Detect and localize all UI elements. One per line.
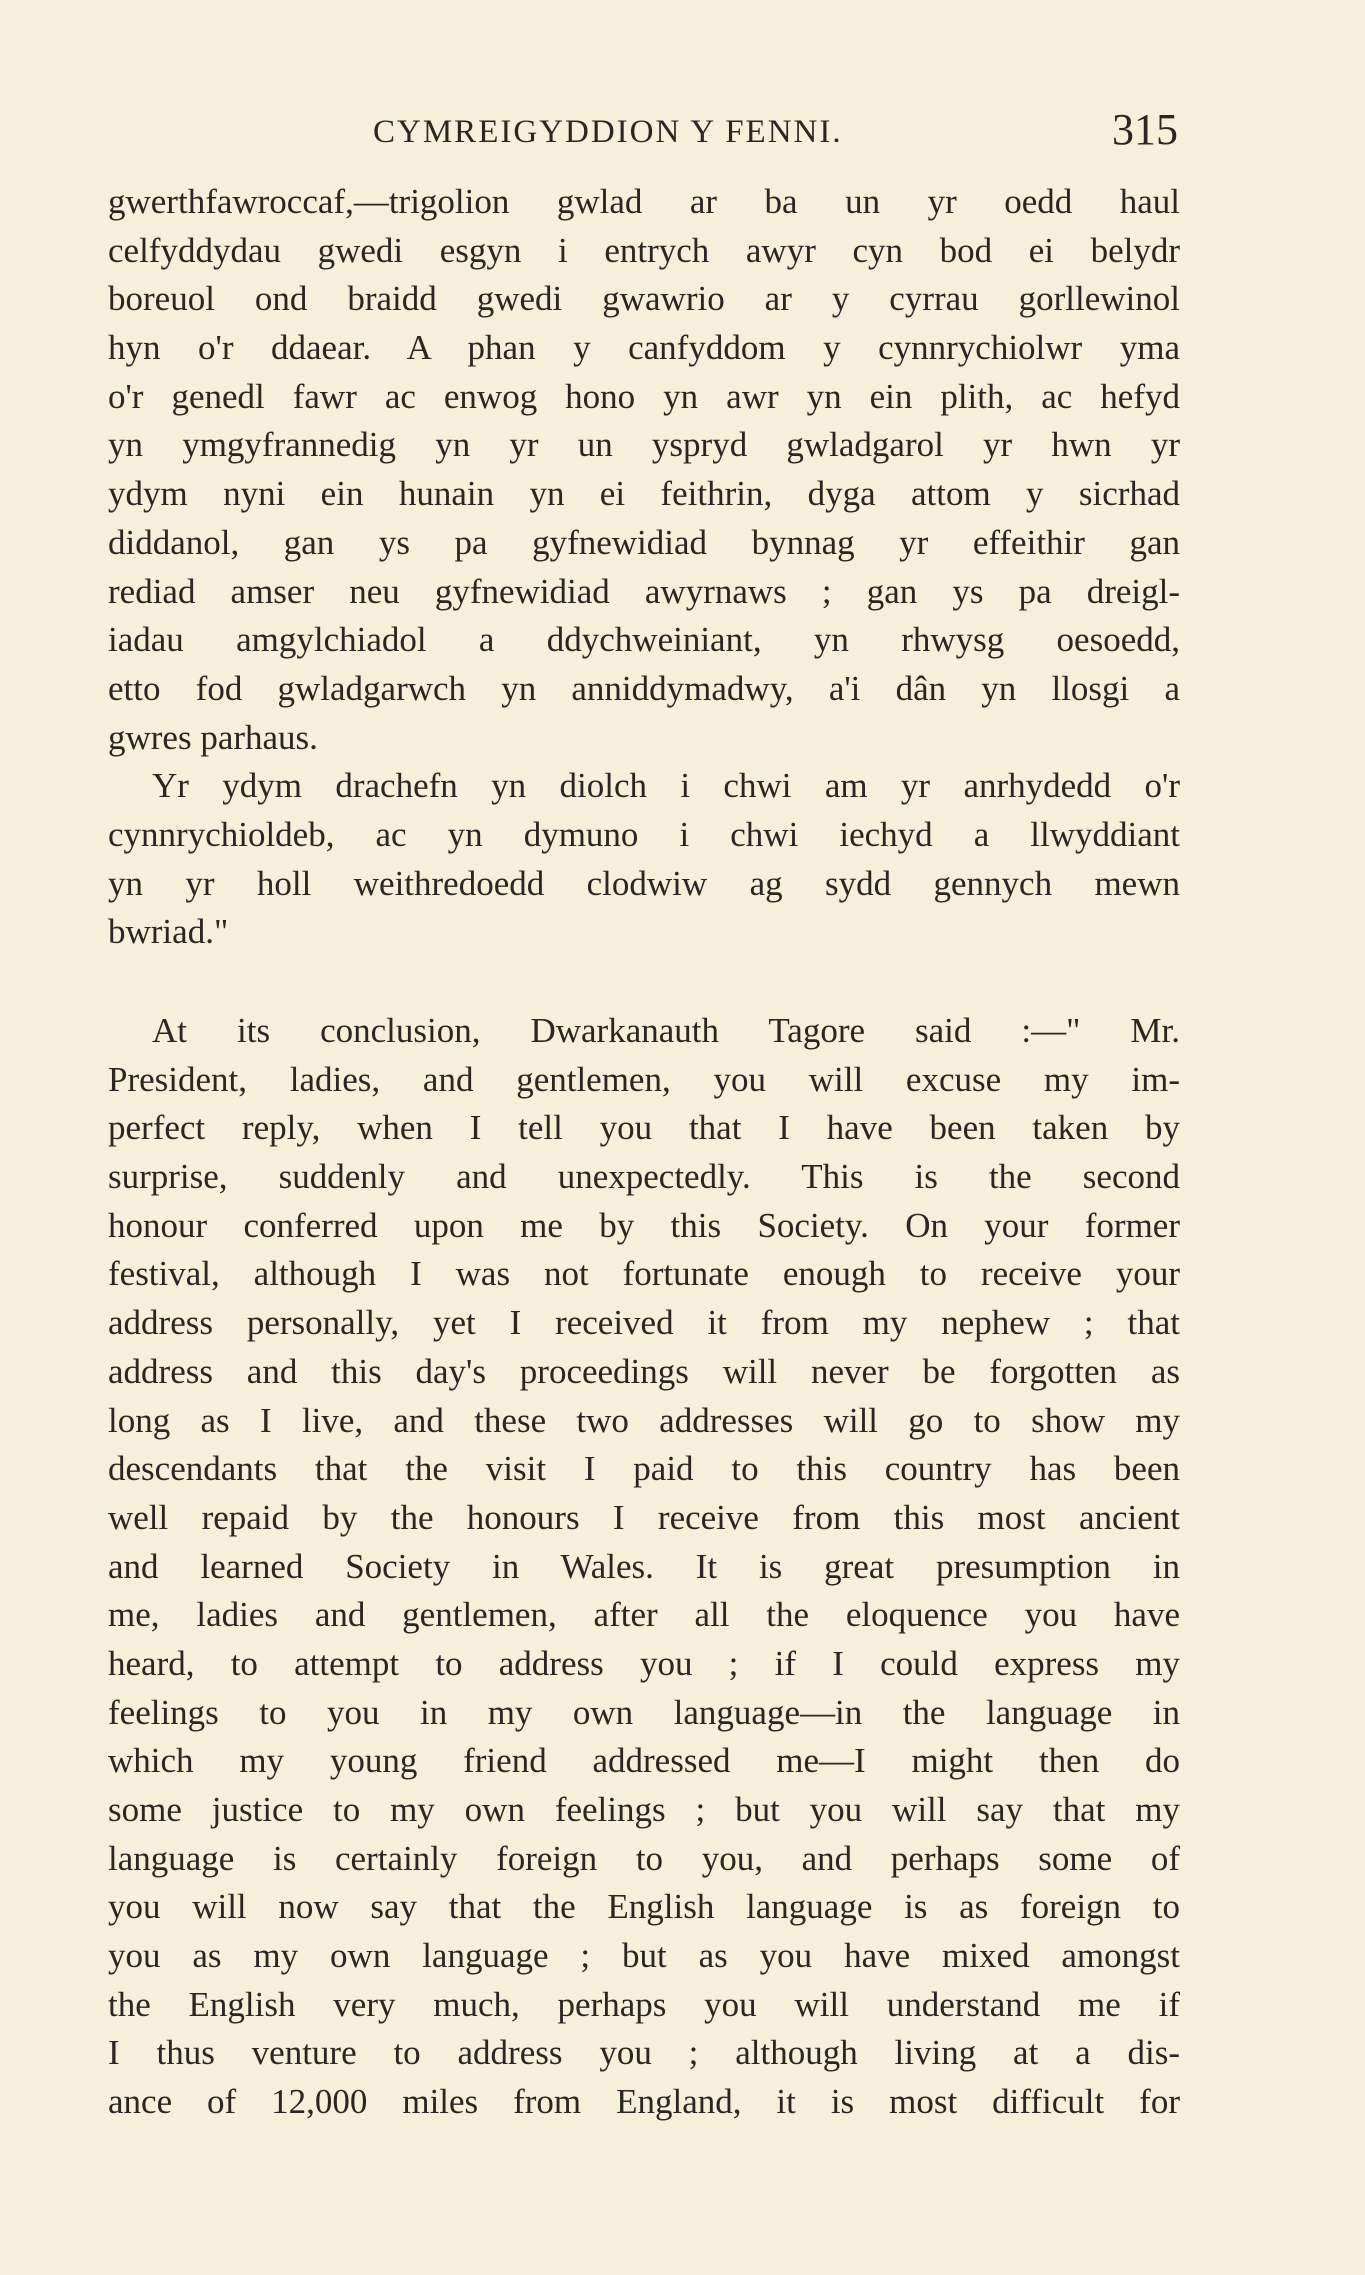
text-line: yn yr holl weithredoedd clodwiw ag sydd gennych mewn xyxy=(108,863,1180,903)
paragraph-spacer xyxy=(108,957,1180,1007)
text-line: bwriad." xyxy=(108,912,229,952)
text-line: long as I live, and these two addresses will go to show my xyxy=(108,1400,1180,1440)
paragraph-welsh-closing xyxy=(108,762,1180,957)
text-line: you will now say that the English language is as foreign to xyxy=(108,1887,1180,1927)
text-line: Yr ydym drachefn yn diolch i chwi am yr anrhydedd o'r xyxy=(152,766,1180,806)
text-line: some justice to my own feelings ; but you will say that my xyxy=(108,1790,1180,1829)
text-line: and learned Society in Wales. It is great presumption in xyxy=(108,1546,1180,1586)
text-line: me, ladies and gentlemen, after all the eloquence you have xyxy=(108,1595,1180,1635)
text-line: yn ymgyfrannedig yn yr un yspryd gwladgarol yr hwn yr xyxy=(108,425,1180,465)
text-line: gwres parhaus. xyxy=(108,717,318,757)
body-text xyxy=(108,178,1180,2127)
text-line: descendants that the visit I paid to this country has been xyxy=(108,1449,1180,1489)
text-line: language is certainly foreign to you, and perhaps some of xyxy=(108,1838,1180,1878)
text-line: ance of 12,000 miles from England, it is most difficult for xyxy=(108,2082,1180,2122)
text-line: which my young friend addressed me—I might then do xyxy=(108,1741,1180,1781)
text-line: rediad amser neu gyfnewidiad awyrnaws ; gan ys pa dreigl- xyxy=(108,571,1180,611)
text-line: gwerthfawroccaf,—trigolion gwlad ar ba un yr oedd haul xyxy=(108,182,1180,221)
text-line: well repaid by the honours I receive from this most ancient xyxy=(108,1497,1180,1537)
running-title: CYMREIGYDDION Y FENNI. xyxy=(373,114,843,150)
paragraph-welsh-continuation xyxy=(108,178,1180,762)
text-line: heard, to attempt to address you ; if I could express my xyxy=(108,1643,1180,1683)
text-line: address and this day's proceedings will never be forgotten as xyxy=(108,1351,1180,1391)
text-line: honour conferred upon me by this Society. On your former xyxy=(108,1205,1180,1245)
text-line: ydym nyni ein hunain yn ei feithrin, dyga attom y sicrhad xyxy=(108,474,1180,514)
text-line: address personally, yet I received it from my nephew ; that xyxy=(108,1303,1180,1343)
text-line: hyn o'r ddaear. A phan y canfyddom y cynnrychiolwr yma xyxy=(108,328,1180,368)
paragraph-english-reply xyxy=(108,1007,1180,2127)
text-line: feelings to you in my own language—in the language in xyxy=(108,1692,1180,1732)
text-line: diddanol, gan ys pa gyfnewidiad bynnag yr effeithir gan xyxy=(108,522,1180,562)
text-line: you as my own language ; but as you have mixed amongst xyxy=(108,1936,1180,1976)
text-line: boreuol ond braidd gwedi gwawrio ar y cyrrau gorllewinol xyxy=(108,279,1180,319)
text-line: iadau amgylchiadol a ddychweiniant, yn rhwysg oesoedd, xyxy=(108,620,1180,660)
text-line: the English very much, perhaps you will understand me if xyxy=(108,1984,1180,2024)
text-line: I thus venture to address you ; although living at a dis- xyxy=(108,2033,1180,2073)
text-line: celfyddydau gwedi esgyn i entrych awyr cyn bod ei belydr xyxy=(108,230,1180,270)
text-line: President, ladies, and gentlemen, you will excuse my im- xyxy=(108,1059,1180,1099)
text-line: festival, although I was not fortunate enough to receive your xyxy=(108,1254,1180,1294)
text-line: At its conclusion, Dwarkanauth Tagore said :—" Mr. xyxy=(152,1011,1180,1050)
running-head xyxy=(108,104,1178,164)
text-line: cynnrychioldeb, ac yn dymuno i chwi iechyd a llwyddiant xyxy=(108,814,1180,854)
text-line: surprise, suddenly and unexpectedly. This is the second xyxy=(108,1157,1180,1197)
text-line: o'r genedl fawr ac enwog hono yn awr yn ein plith, ac hefyd xyxy=(108,376,1180,416)
text-line: perfect reply, when I tell you that I have been taken by xyxy=(108,1108,1180,1148)
text-line: etto fod gwladgarwch yn anniddymadwy, a'i dân yn llosgi a xyxy=(108,668,1180,708)
page-number: 315 xyxy=(1112,105,1178,154)
